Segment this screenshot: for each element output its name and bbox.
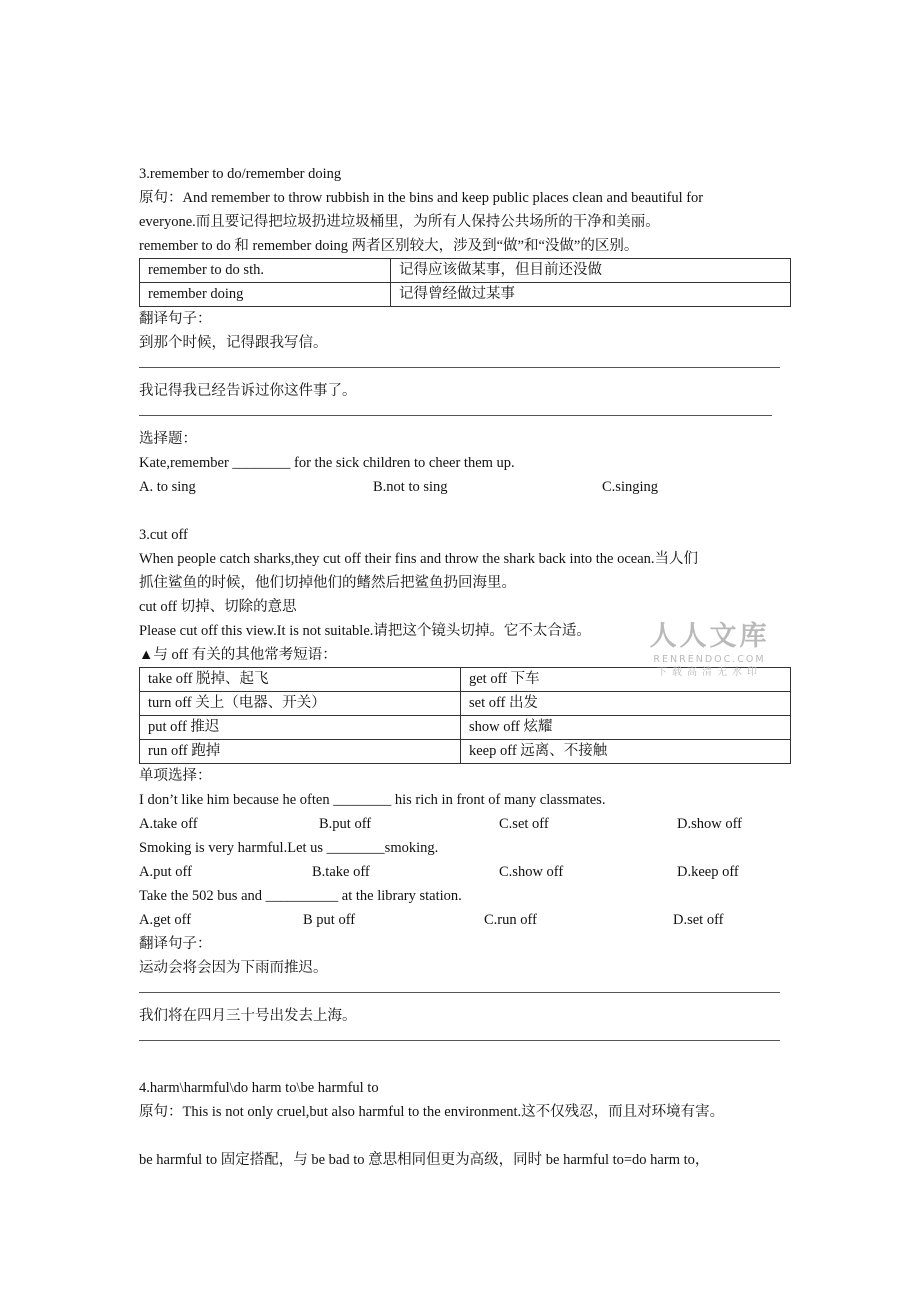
section-heading-cut-off: 3.cut off: [139, 527, 188, 543]
option-a[interactable]: A.get off: [139, 912, 192, 928]
question-text: Kate,remember ________ for the sick children to cheer them up.: [139, 455, 515, 471]
answer-options: [139, 908, 790, 932]
usage-note: be harmful to 固定搭配，与 be bad to 意思相同但更为高级，同时 be harmful to=do harm to，: [139, 1152, 710, 1168]
table-cell: set off 出发: [461, 692, 791, 716]
table-row: [140, 740, 791, 764]
translate-item: 我们将在四月三十号出发去上海。: [139, 1008, 357, 1024]
option-b[interactable]: B.take off: [312, 864, 370, 880]
answer-options: [139, 860, 790, 884]
example-line-1: When people catch sharks,they cut off their fins and throw the shark back into the ocean.当人们: [139, 551, 699, 567]
example-sentence-2: Please cut off this view.It is not suitable.请把这个镜头切掉。它不太合适。: [139, 623, 591, 639]
watermark-logo: 人人文库: [649, 621, 770, 652]
watermark-url: RENRENDOC.COM: [653, 654, 766, 665]
table-row: [140, 716, 791, 740]
original-sentence: 原句：This is not only cruel,but also harmful to the environment.这不仅残忍，而且对环境有害。: [139, 1104, 725, 1120]
option-a[interactable]: A.take off: [139, 816, 198, 832]
option-a[interactable]: A. to sing: [139, 479, 196, 495]
answer-options: [139, 812, 790, 836]
answer-options: [139, 475, 790, 499]
table-cell: keep off 远离、不接触: [461, 740, 791, 764]
table-cell: remember to do sth.: [140, 259, 391, 283]
option-d[interactable]: D.keep off: [677, 864, 739, 880]
table-row: [140, 259, 791, 283]
table-cell: remember doing: [140, 283, 391, 307]
table-row: [140, 283, 791, 307]
table-row: [140, 692, 791, 716]
off-phrases-table: [139, 667, 791, 764]
table-cell: get off 下车: [461, 668, 791, 692]
example-line-2: 抓住鲨鱼的时候，他们切掉他们的鳍然后把鲨鱼扔回海里。: [139, 575, 516, 591]
section-heading-harm: 4.harm\harmful\do harm to\be harmful to: [139, 1080, 379, 1096]
table-cell: take off 脱掉、起飞: [140, 668, 461, 692]
usage-note: remember to do 和 remember doing 两者区别较大，涉及到“做”和“没做”的区别。: [139, 238, 639, 254]
answer-blank-line[interactable]: [139, 355, 790, 379]
meaning-note: cut off 切掉、切除的意思: [139, 599, 297, 615]
table-cell: 记得曾经做过某事: [391, 283, 791, 307]
section-heading-remember: 3.remember to do/remember doing: [139, 166, 342, 182]
answer-blank-line[interactable]: [139, 980, 790, 1004]
table-cell: put off 推迟: [140, 716, 461, 740]
table-cell: turn off 关上（电器、开关）: [140, 692, 461, 716]
question-text: I don’t like him because he often ________ his rich in front of many classmates.: [139, 792, 606, 808]
single-choice-label: 单项选择：: [139, 768, 212, 784]
translate-item: 到那个时候，记得跟我写信。: [139, 335, 328, 351]
watermark-subtitle: 下载高清无水印: [657, 667, 762, 678]
original-sentence-line-1: 原句：And remember to throw rubbish in the bins and keep public places clean and beautiful for: [139, 190, 704, 206]
option-d[interactable]: D.show off: [677, 816, 742, 832]
answer-blank-line[interactable]: [139, 1028, 790, 1052]
option-b[interactable]: B.put off: [319, 816, 372, 832]
table-cell: run off 跑掉: [140, 740, 461, 764]
remember-table: [139, 258, 791, 307]
option-b[interactable]: B put off: [303, 912, 356, 928]
option-b[interactable]: B.not to sing: [373, 479, 448, 495]
option-c[interactable]: C.set off: [499, 816, 549, 832]
option-c[interactable]: C.run off: [484, 912, 537, 928]
translate-item: 运动会将会因为下雨而推迟。: [139, 960, 328, 976]
translate-item: 我记得我已经告诉过你这件事了。: [139, 383, 357, 399]
choice-label: 选择题：: [139, 431, 197, 447]
watermark: [647, 620, 772, 680]
table-cell: show off 炫耀: [461, 716, 791, 740]
table-cell: 记得应该做某事，但目前还没做: [391, 259, 791, 283]
original-sentence-line-2: everyone.而且要记得把垃圾扔进垃圾桶里，为所有人保持公共场所的干净和美丽。: [139, 214, 660, 230]
translate-label: 翻译句子：: [139, 311, 212, 327]
translate-label: 翻译句子：: [139, 936, 212, 952]
answer-blank-line[interactable]: [139, 403, 790, 427]
question-text: Smoking is very harmful.Let us ________smoking.: [139, 840, 439, 856]
option-c[interactable]: C.singing: [602, 479, 658, 495]
question-text: Take the 502 bus and __________ at the library station.: [139, 888, 462, 904]
option-a[interactable]: A.put off: [139, 864, 192, 880]
phrases-label: ▲与 off 有关的其他常考短语：: [139, 647, 337, 663]
option-d[interactable]: D.set off: [673, 912, 724, 928]
option-c[interactable]: C.show off: [499, 864, 564, 880]
